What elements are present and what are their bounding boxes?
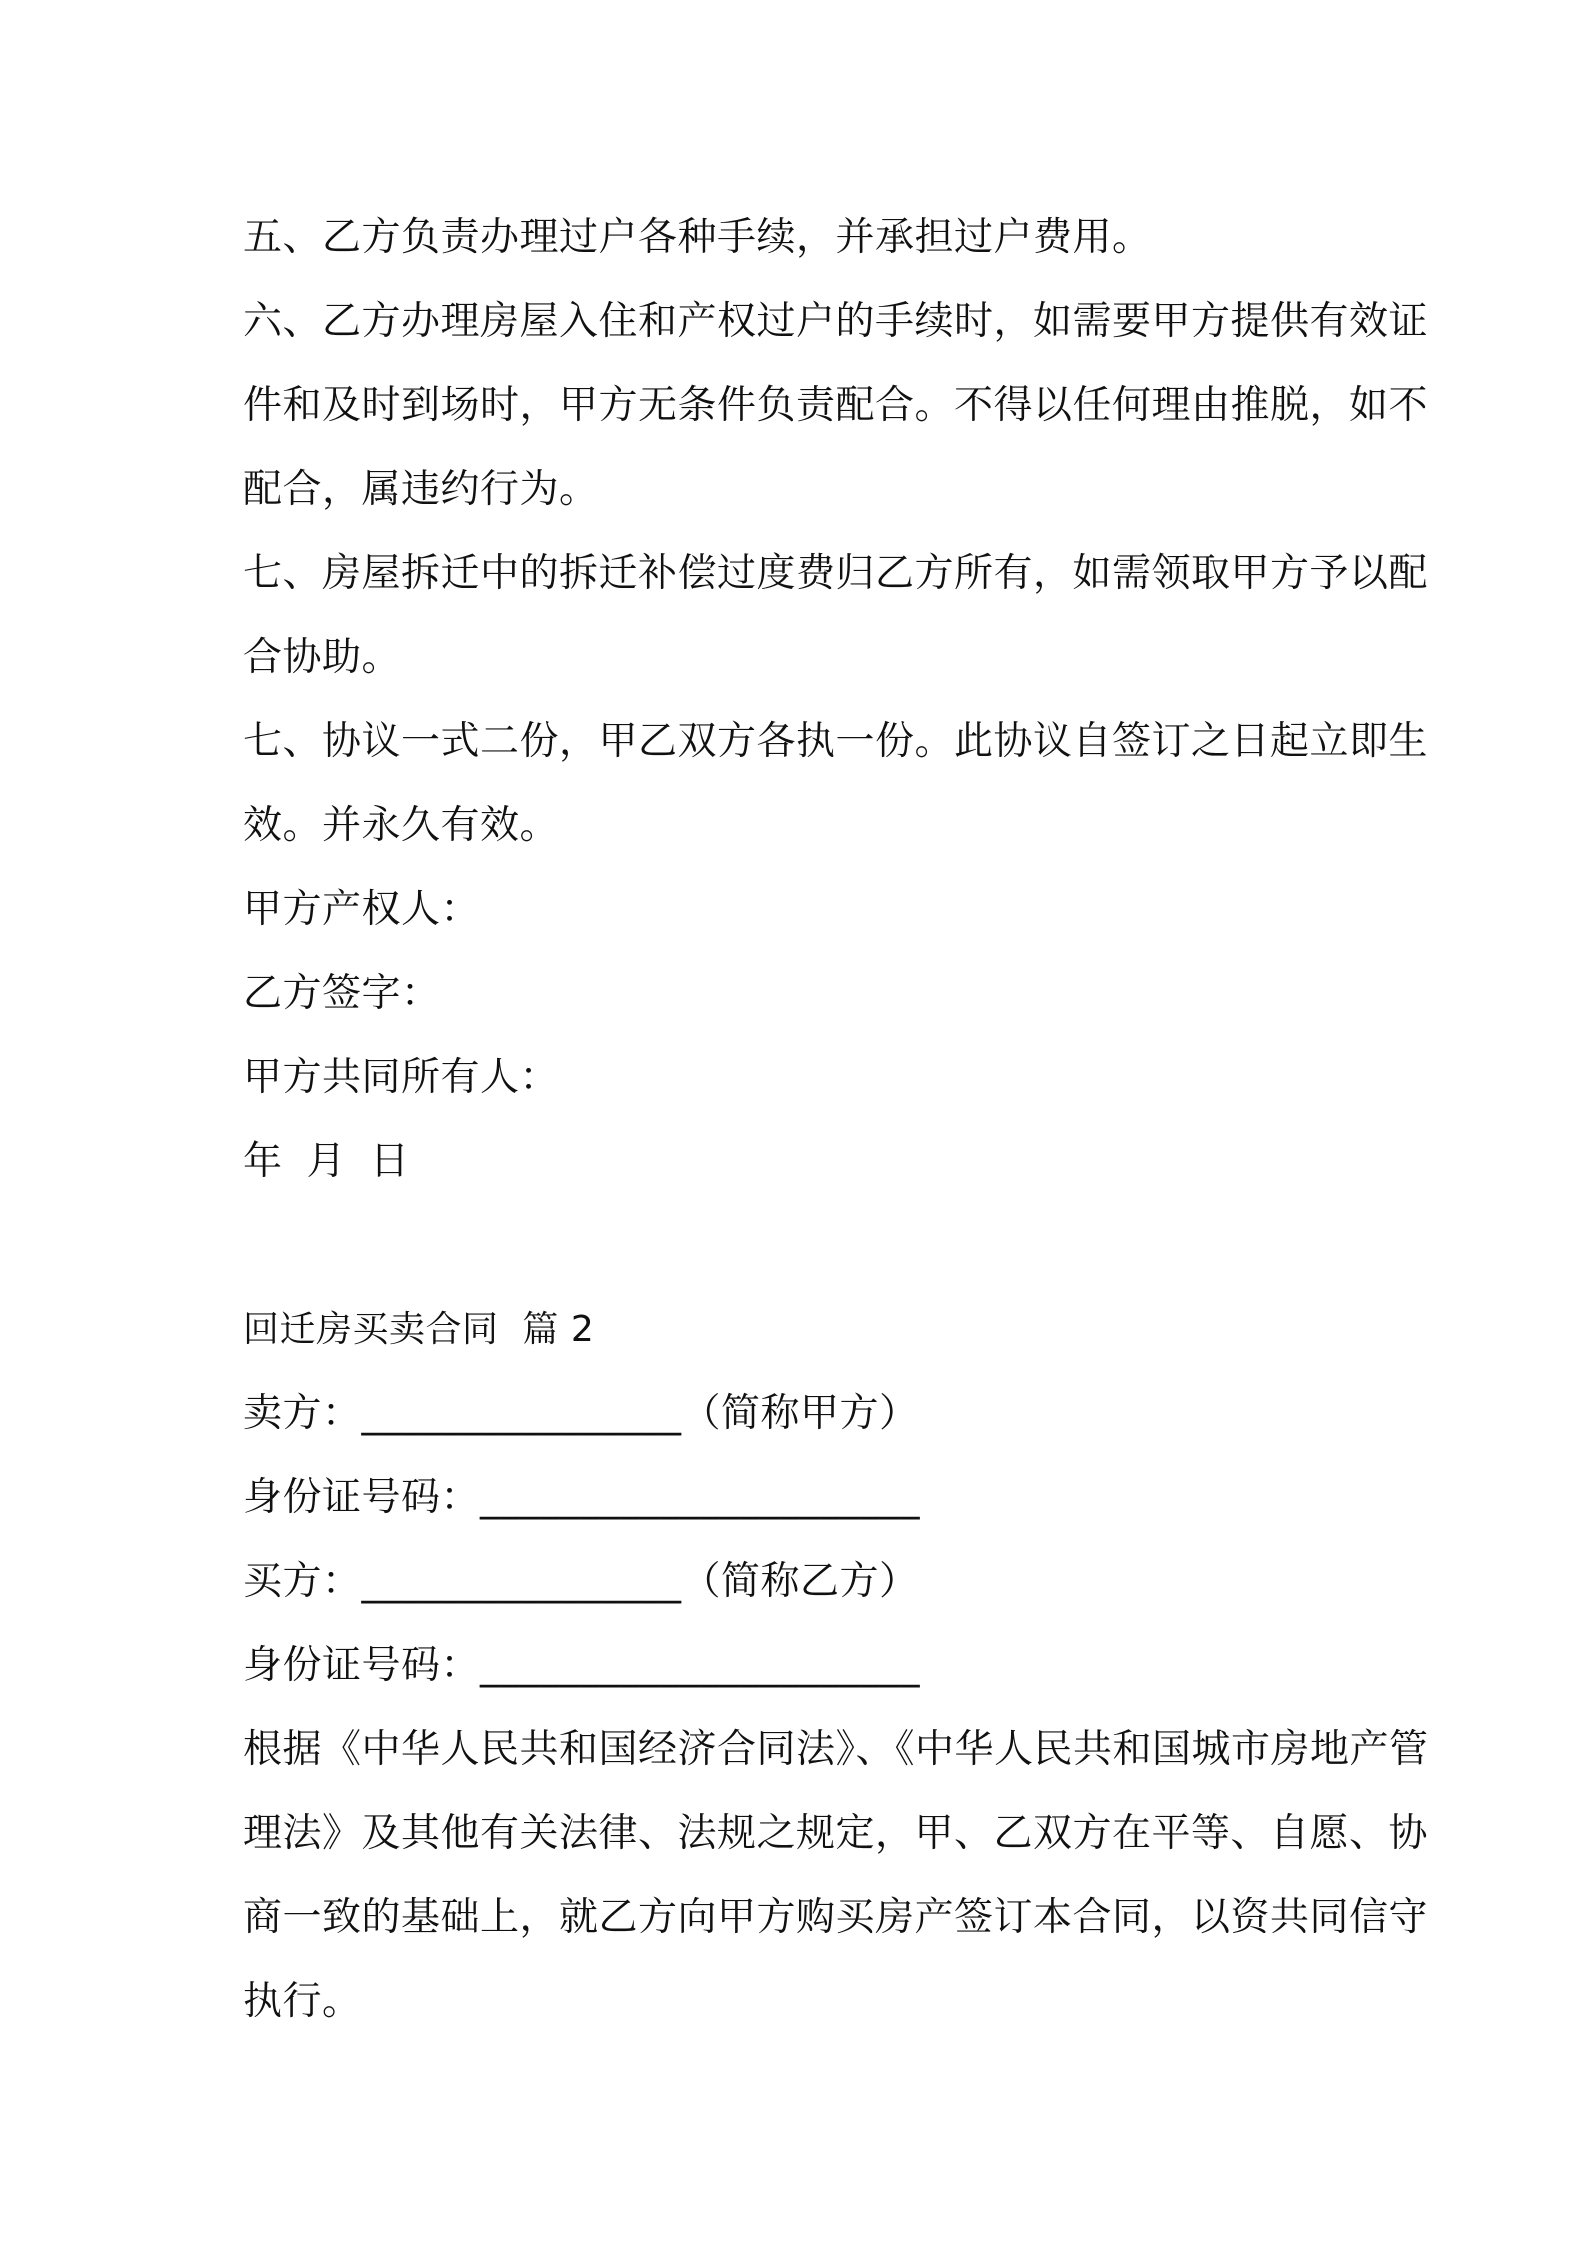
document-body [243, 196, 1429, 2044]
clause-7-compensation [243, 532, 1429, 700]
date-year: 年 [243, 1139, 283, 1184]
section-2-title: 回迁房买卖合同 篇 2 [243, 1309, 595, 1350]
party-a-owner-label: 甲方产权人： [243, 887, 481, 932]
clause-7a-line-1: 七、房屋拆迁中的拆迁补偿过度费归乙方所有，如需领取甲方予以配 [243, 551, 1429, 596]
clause-6-line-1: 六、乙方办理房屋入住和产权过户的手续时，如需要甲方提供有效证 [243, 299, 1429, 344]
clause-6-line-2: 件和及时到场时，甲方无条件负责配合。不得以任何理由推脱，如不 [243, 383, 1429, 428]
clause-5-line: 五、乙方负责办理过户各种手续，并承担过户费用。 [243, 215, 1152, 260]
clause-6 [243, 280, 1429, 532]
section-spacer [243, 1204, 1363, 1288]
date-month: 月 [306, 1139, 347, 1184]
preamble-line-4: 执行。 [243, 1979, 362, 2024]
signature-block [243, 868, 1363, 1204]
date-day: 日 [370, 1139, 410, 1184]
seller-id-field: 身份证号码：______________________ [243, 1475, 921, 1520]
seller-field: 卖方：________________（简称甲方） [243, 1391, 919, 1436]
date-line [243, 1120, 1363, 1204]
buyer-field: 买方：________________（简称乙方） [243, 1559, 919, 1604]
section-2 [243, 1288, 1429, 2044]
clause-7b-line-2: 效。并永久有效。 [243, 803, 560, 848]
party-b-signature-label: 乙方签字： [243, 971, 441, 1016]
party-a-coowner-label: 甲方共同所有人： [243, 1055, 560, 1100]
clause-7a-line-2: 合协助。 [243, 635, 402, 680]
clause-5 [243, 196, 1363, 280]
preamble-line-1: 根据《中华人民共和国经济合同法》、《中华人民共和国城市房地产管 [243, 1727, 1429, 1772]
clause-7b-line-1: 七、协议一式二份，甲乙双方各执一份。此协议自签订之日起立即生 [243, 719, 1429, 764]
clause-6-line-3: 配合，属违约行为。 [243, 467, 599, 512]
preamble-line-3: 商一致的基础上，就乙方向甲方购买房产签订本合同，以资共同信守 [243, 1895, 1429, 1940]
buyer-id-field: 身份证号码：______________________ [243, 1643, 921, 1688]
clause-7-copies [243, 700, 1429, 868]
preamble-line-2: 理法》及其他有关法律、法规之规定，甲、乙双方在平等、自愿、协 [243, 1811, 1429, 1856]
